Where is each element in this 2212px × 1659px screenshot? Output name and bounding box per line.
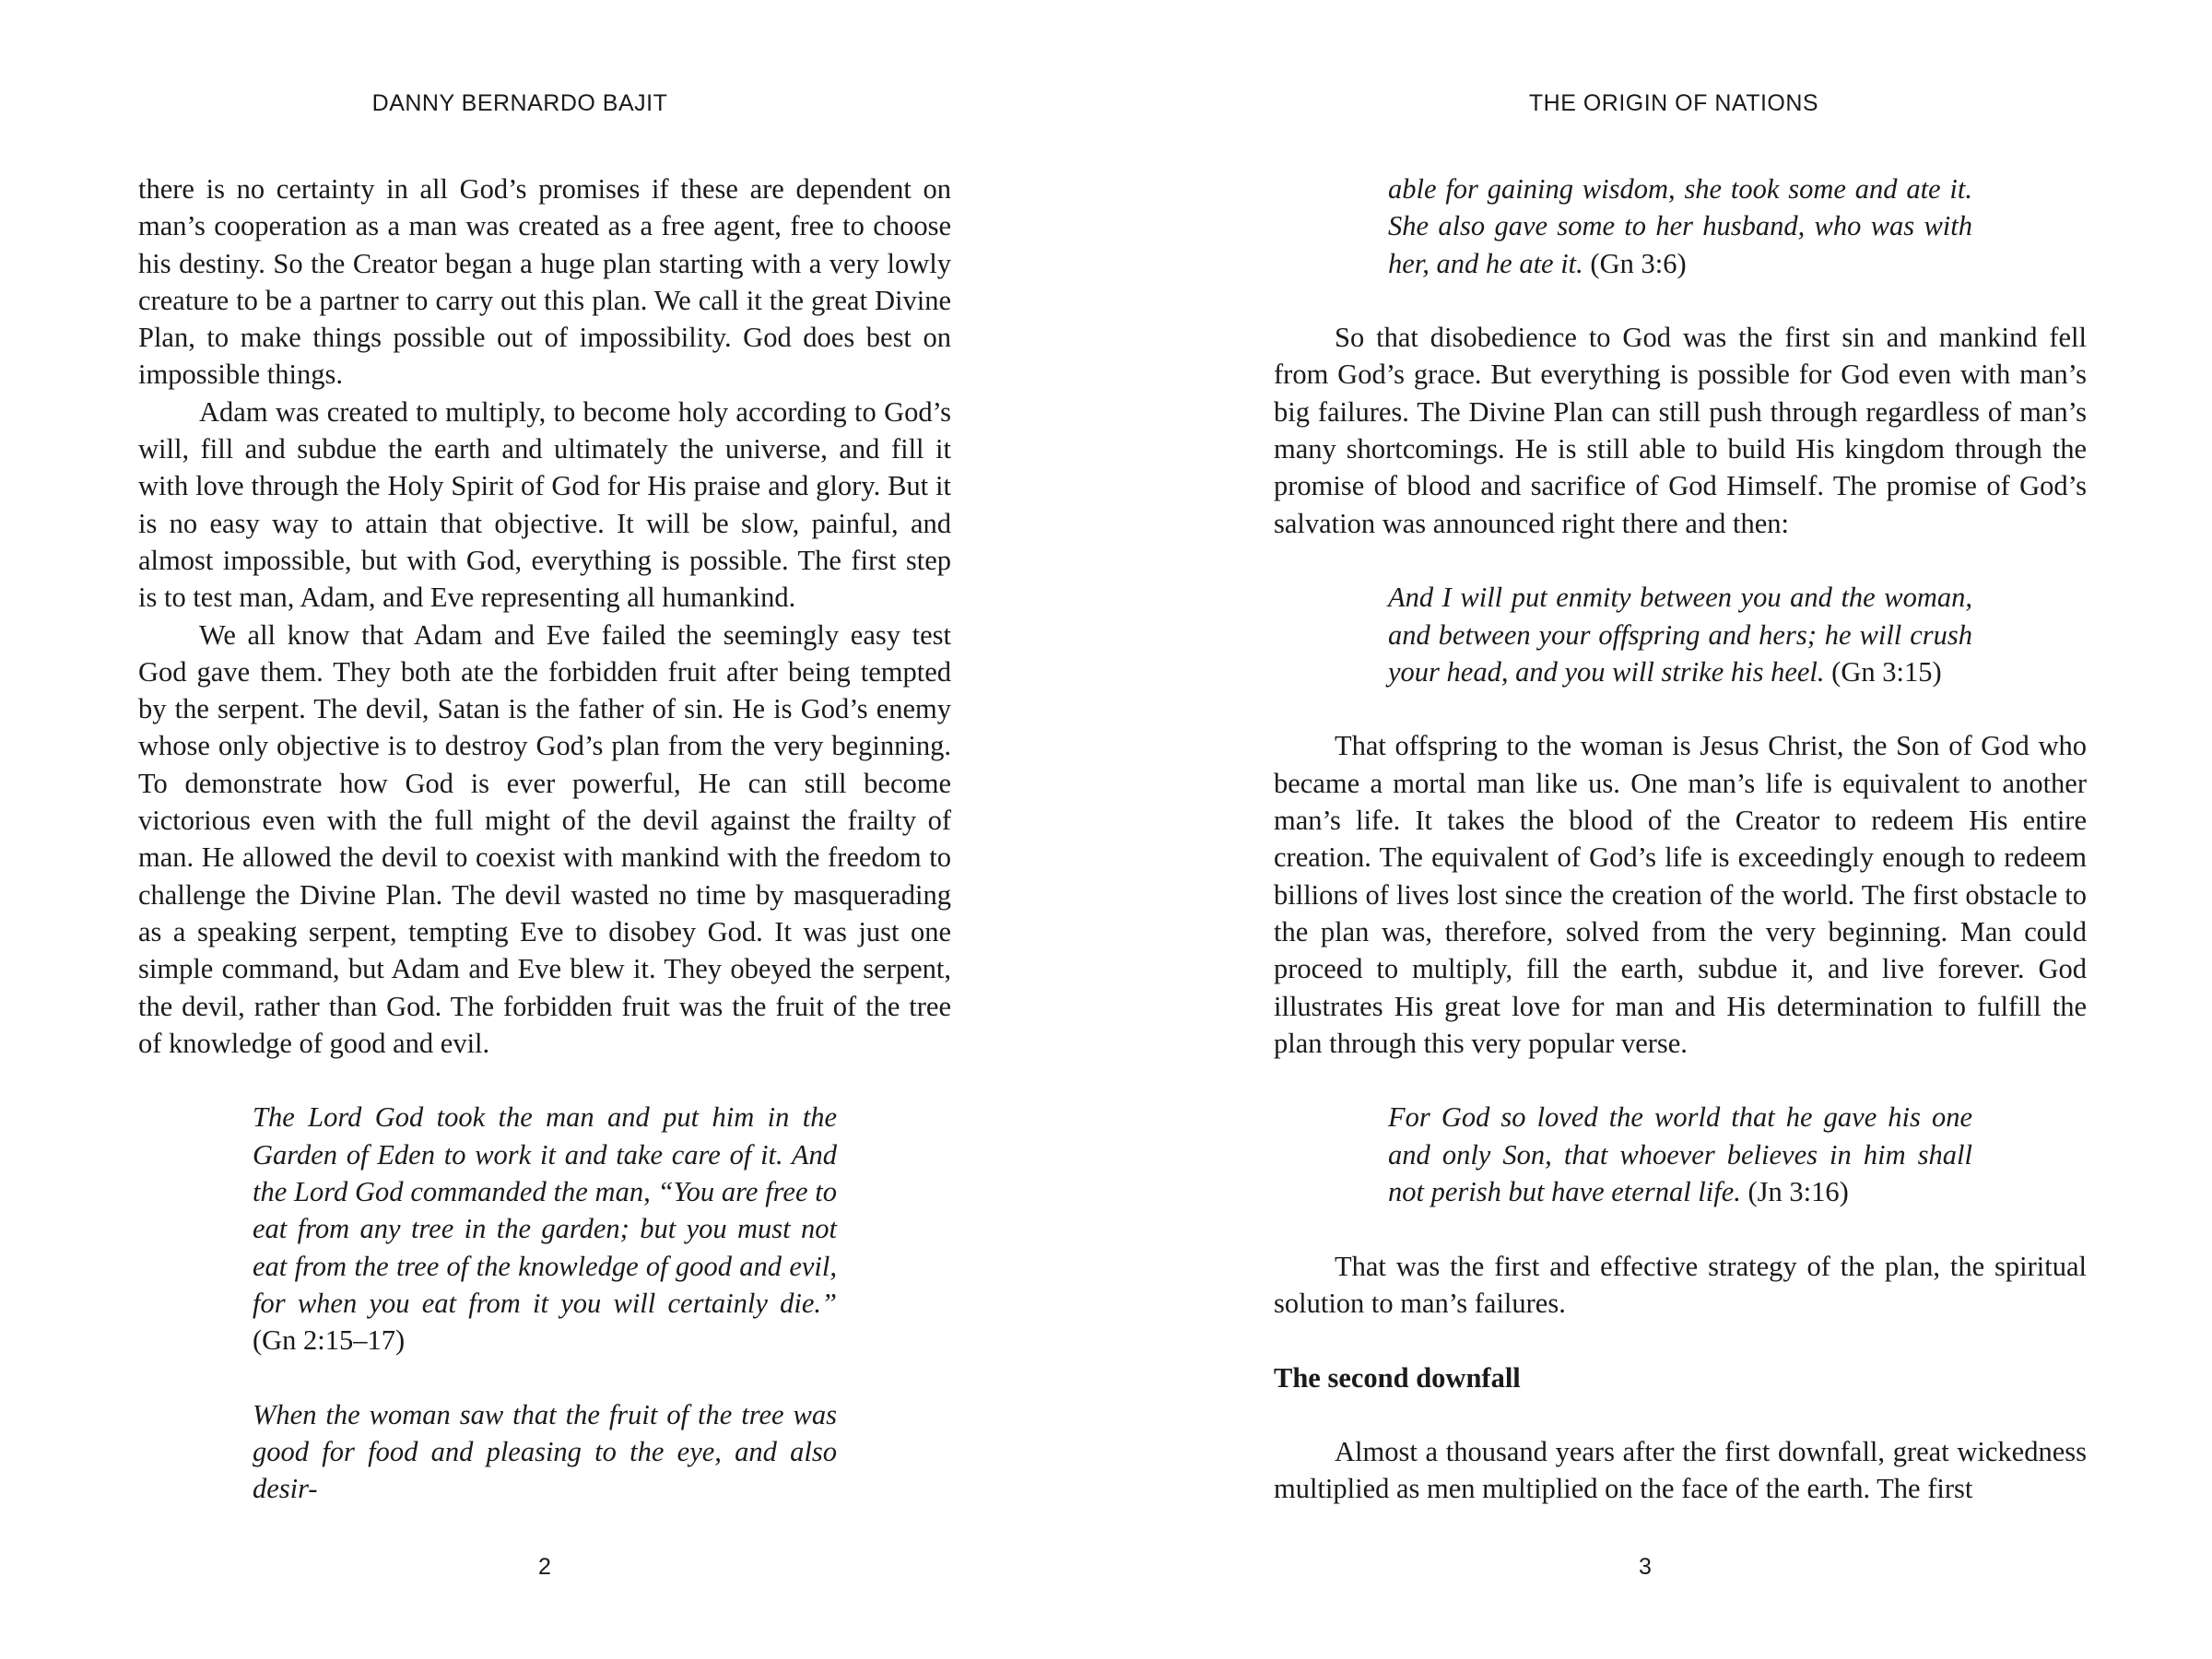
quote-reference: (Gn 3:15)	[1831, 655, 1942, 688]
block-quote	[1274, 171, 2087, 282]
quote-text: When the woman saw that the fruit of the tree was good for food and pleasing to the eye, and also desir-	[253, 1398, 837, 1505]
quote-reference: (Jn 3:16)	[1747, 1176, 1849, 1208]
quote-text: And I will put enmity between you and the woman, and between your offspring and hers; he will crush your head, and you will strike his heel.	[1388, 582, 1972, 688]
paragraph: That was the first and effective strategy of the plan, the spiritual solution to man’s failures.	[1274, 1250, 2087, 1319]
quote-text: The Lord God took the man and put him in the Garden of Eden to work it and take care of it. And the Lord God commanded the man, “You are free to eat from any tree in the garden; but you must not eat from the tree of the knowledge of good and evil, for when you eat from it you will certainly die.”	[253, 1101, 837, 1319]
paragraph: there is no certainty in all God’s promises if these are dependent on man’s cooperation as a man was created as a free agent, free to choose his destiny. So the Creator began a huge plan starting with a very lowly creature to be a partner to carry out this plan. We call it the great Divine Plan, to make things possible out of impossibility. God does best on impossible things.	[138, 173, 951, 391]
block-quote	[138, 1396, 951, 1508]
block-quote	[1274, 1099, 2087, 1210]
right-text-block	[1274, 171, 2087, 1508]
paragraph: Adam was created to multiply, to become holy according to God’s will, fill and subdue the earth and ultimately the universe, and fill it with love through the Holy Spirit of God for His praise and glory. But it is no easy way to attain that objective. It will be slow, painful, and almost impossible, but with God, everything is possible. The first step is to test man, Adam, and Eve representing all humankind.	[138, 395, 951, 614]
paragraph: We all know that Adam and Eve failed the seemingly easy test God gave them. They both ate the forbidden fruit after being tempted by the serpent. The devil, Satan is the father of sin. He is God’s enemy whose only objective is to destroy God’s plan from the very beginning. To demonstrate how God is ever powerful, He can still become victorious even with the full might of the devil against the frailty of man. He allowed the devil to coexist with mankind with the freedom to challenge the Divine Plan. The devil wasted no time by masquerading as a speaking serpent, tempting Eve to disobey God. It was just one simple command, but Adam and Eve blew it. They obeyed the serpent, the devil, rather than God. The forbidden fruit was the fruit of the tree of knowledge of good and evil.	[138, 618, 951, 1059]
running-head-author: DANNY BERNARDO BAJIT	[371, 90, 668, 116]
page-number: 2	[538, 1554, 551, 1580]
paragraph: So that disobedience to God was the first sin and mankind fell from God’s grace. But everything is possible for God even with man’s big failures. The Divine Plan can still push through regardless of man’s many shortcomings. He is still able to build His kingdom through the promise of blood and sacrifice of God Himself. The promise of God’s salvation was announced right there and then:	[1274, 322, 2087, 539]
paragraph: That offspring to the woman is Jesus Christ, the Son of God who became a mortal man like us. One man’s life is equivalent to another man’s life. It takes the blood of the Creator to redeem His entire creation. The equivalent of God’s life is exceedingly enough to redeem billions of lives lost since the creation of the world. The first obstacle to the plan was, therefore, solved from the very beginning. Man could proceed to multiply, fill the earth, subdue it, and live forever. God illustrates His great love for man and His determination to fulfill the plan through this very popular verse.	[1274, 730, 2087, 1059]
paragraph: Almost a thousand years after the first downfall, great wickedness multiplied as men multiplied on the face of the earth. The first	[1274, 1436, 2087, 1505]
right-page	[1106, 0, 2212, 1659]
quote-reference: (Gn 2:15–17)	[253, 1324, 406, 1357]
quote-reference: (Gn 3:6)	[1590, 247, 1687, 279]
block-quote	[138, 1099, 951, 1359]
running-head-title: THE ORIGIN OF NATIONS	[1528, 90, 1819, 116]
section-heading: The second downfall	[1274, 1361, 1521, 1394]
quote-text: able for gaining wisdom, she took some and ate it. She also gave some to her husband, who was with her, and he ate it.	[1388, 173, 1972, 279]
left-text-block	[138, 171, 951, 1508]
quote-text: For God so loved the world that he gave his one and only Son, that whoever believes in him shall not perish but have eternal life.	[1388, 1101, 1972, 1208]
page-number: 3	[1639, 1554, 1652, 1580]
block-quote	[1274, 579, 2087, 690]
